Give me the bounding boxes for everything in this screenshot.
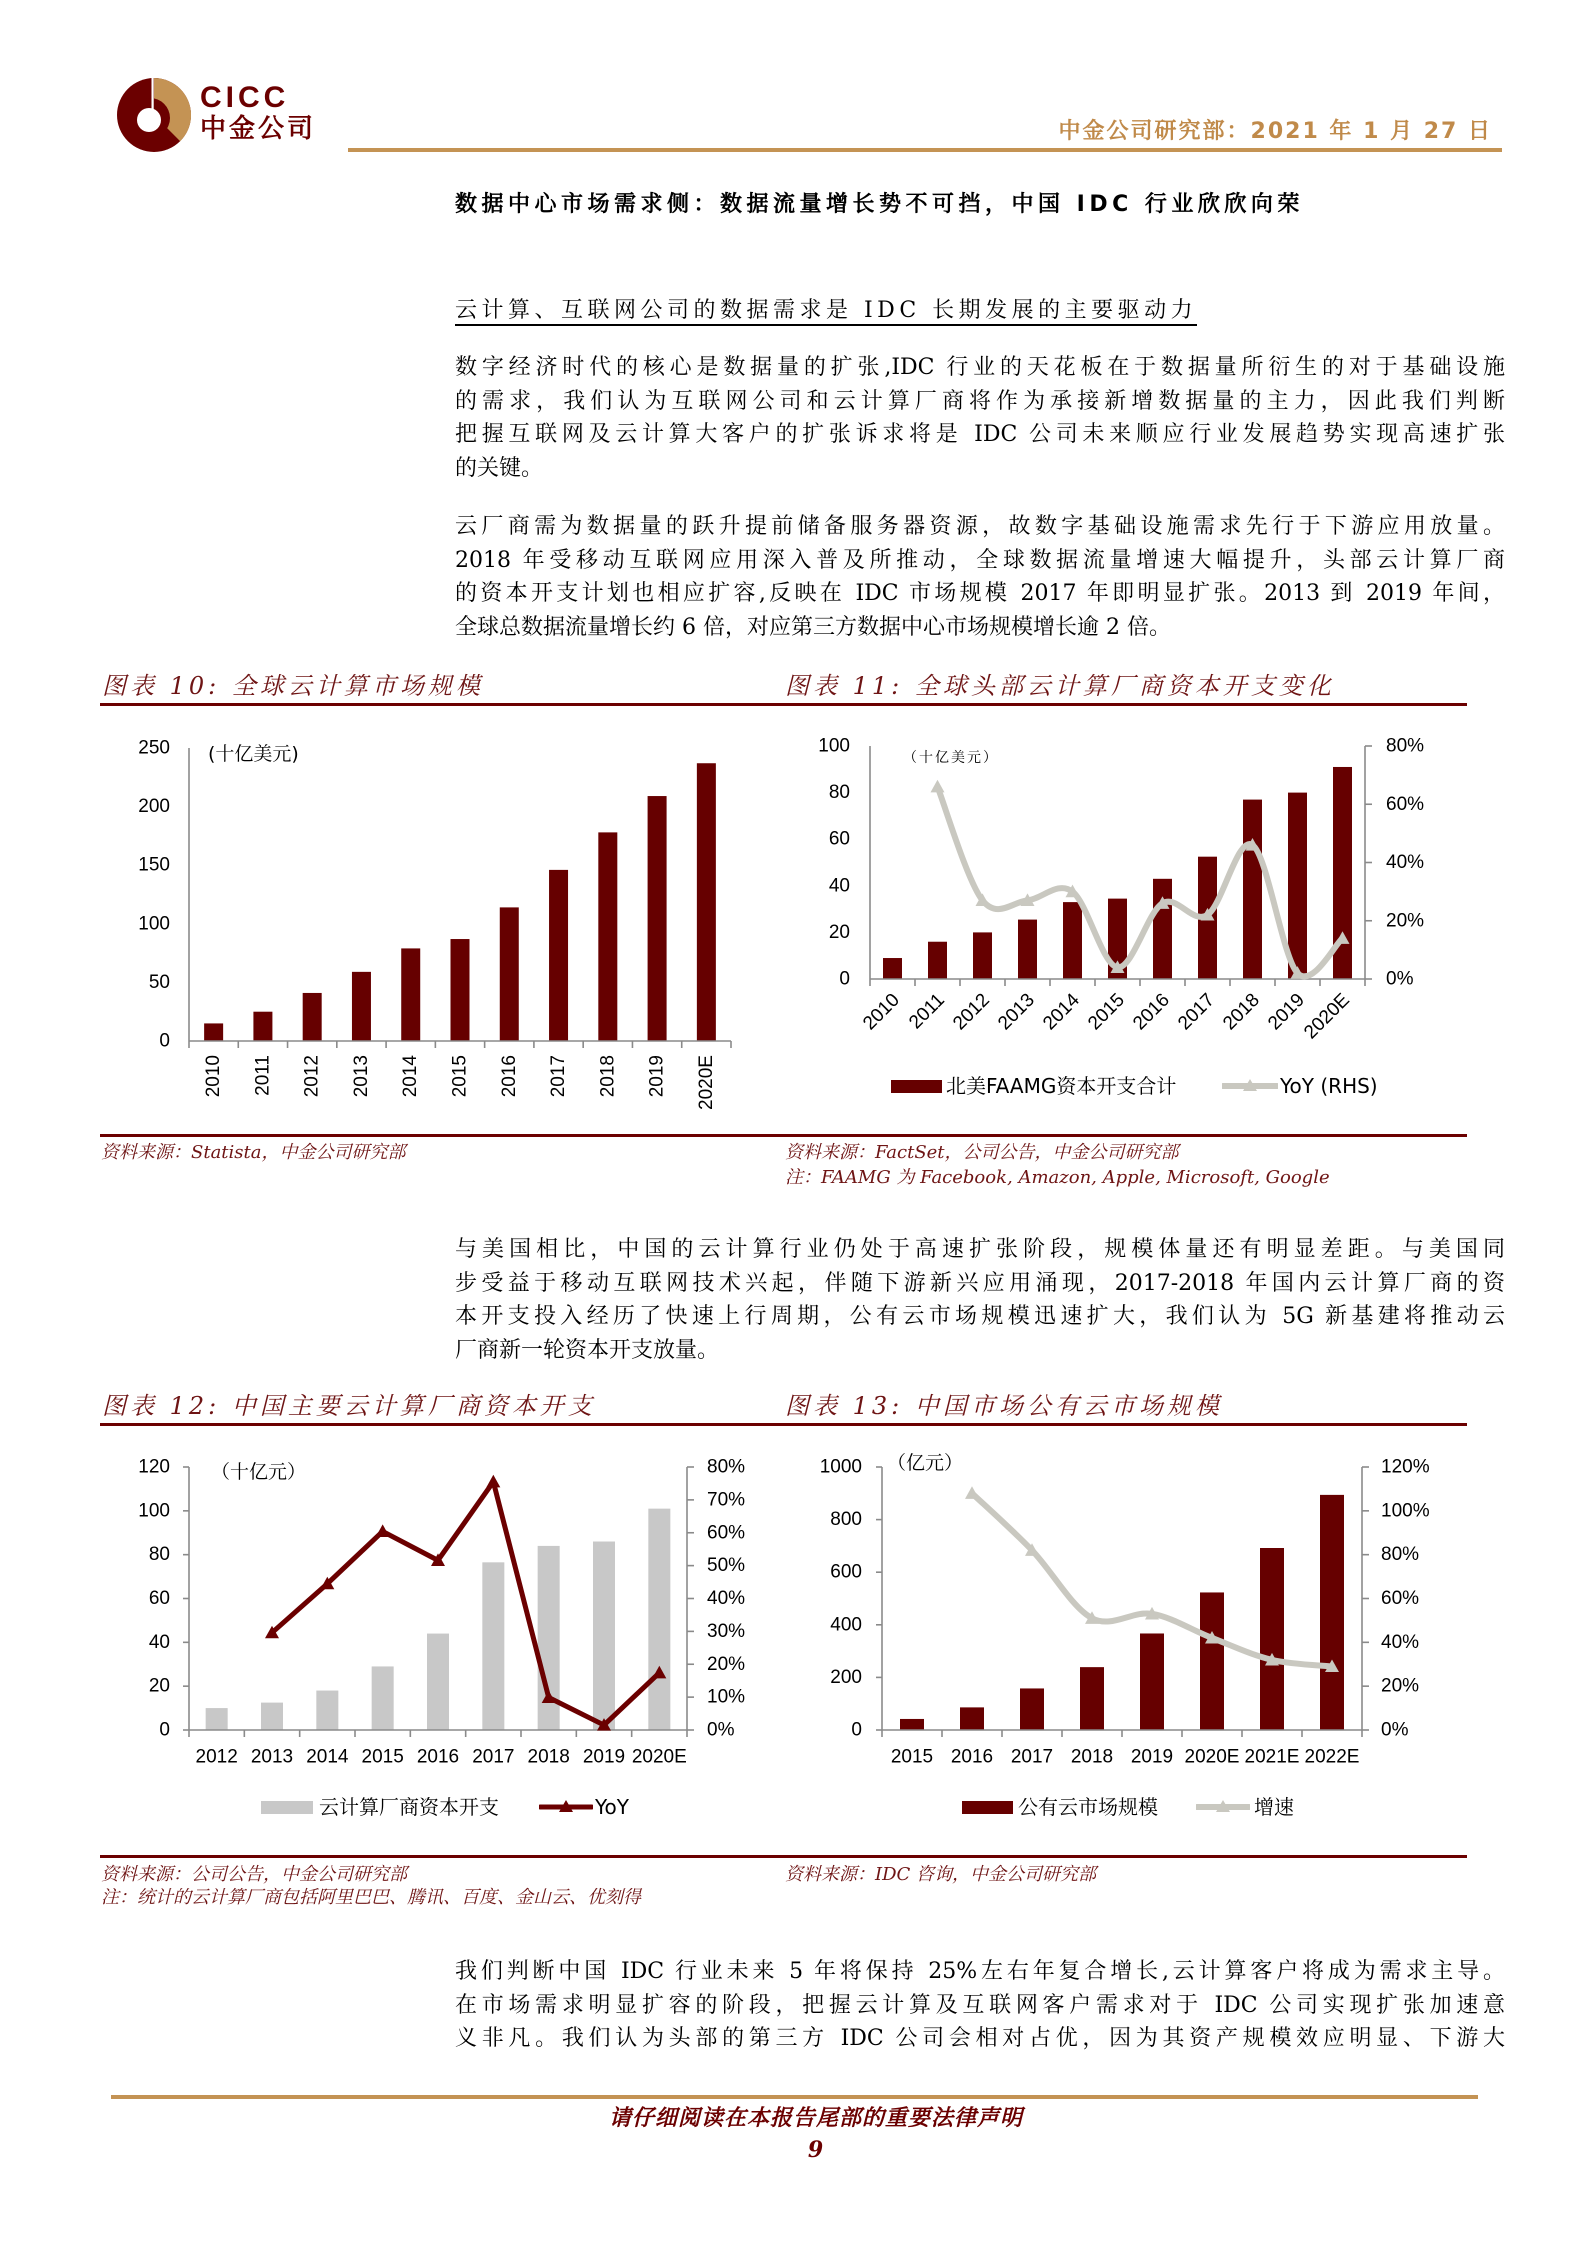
- x-tick-label: 2013: [250, 1746, 294, 1768]
- chart-11-unit-label: （十亿美元）: [903, 750, 999, 766]
- footer-disclaimer: 请仔细阅读在本报告尾部的重要法律声明: [608, 2105, 1023, 2131]
- text-line: 把握互联网及云计算大客户的扩张诉求将是 IDC 公司未来顺应行业发展趋势实现高速扩张: [455, 422, 1505, 447]
- y-tick-label: 80: [828, 782, 850, 804]
- bar: [900, 1719, 924, 1730]
- page-number: 9: [807, 2137, 825, 2163]
- x-tick-label: 2020E: [1184, 1746, 1240, 1768]
- bar: [1288, 793, 1307, 979]
- bar: [883, 958, 902, 979]
- y-tick-label: 20: [148, 1675, 170, 1697]
- x-tick-label: 2015: [1084, 989, 1129, 1035]
- bar: [482, 1562, 504, 1730]
- bar: [598, 832, 617, 1041]
- y-tick-label: 100: [138, 913, 170, 935]
- y-tick-label: 0: [851, 1719, 862, 1741]
- triangle-marker: [376, 1524, 390, 1537]
- y2-tick-label: 30%: [707, 1620, 746, 1642]
- text-line: 义非凡。我们认为头部的第三方 IDC 公司会相对占优，因为其资产规模效应明显、下游大: [455, 2026, 1505, 2051]
- chart-11-source: 资料来源：FactSet，公司公告，中金公司研究部: [785, 1142, 1179, 1163]
- bar: [648, 1509, 670, 1730]
- x-tick-label: 2022E: [1304, 1746, 1360, 1768]
- x-tick-label: 2020E: [631, 1746, 687, 1768]
- text-line: 数字经济时代的核心是数据量的扩张,IDC 行业的天花板在于数据量所衍生的对于基础设施: [455, 355, 1505, 380]
- y2-tick-label: 40%: [1386, 852, 1425, 873]
- y2-tick-label: 20%: [1386, 910, 1425, 932]
- x-tick-label: 2012: [949, 989, 994, 1035]
- x-tick-label: 2019: [1130, 1746, 1174, 1768]
- line-series: [938, 787, 1343, 977]
- y2-tick-label: 10%: [707, 1686, 746, 1708]
- x-tick-label: 2016: [498, 1055, 520, 1098]
- bar: [253, 1012, 272, 1041]
- chart-12-title: 图表 12: 中国主要云计算厂商资本开支: [102, 1392, 596, 1420]
- y-tick-label: 0: [159, 1719, 170, 1741]
- x-tick-label: 2012: [301, 1055, 323, 1098]
- text-line: 云厂商需为数据量的跃升提前储备服务器资源，故数字基础设施需求先行于下游应用放量。: [455, 514, 1505, 539]
- bar: [1020, 1688, 1044, 1730]
- y-tick-label: 120: [138, 1456, 170, 1478]
- x-tick-label: 2017: [1174, 989, 1219, 1035]
- x-tick-label: 2012: [195, 1746, 238, 1768]
- bar: [500, 907, 519, 1041]
- x-tick-label: 2020E: [1300, 989, 1354, 1044]
- y-tick-label: 20: [828, 921, 850, 943]
- y-tick-label: 60: [828, 828, 850, 850]
- chart-13-plot: [820, 1457, 1430, 1768]
- legend-label-market-size: 公有云市场规模: [1018, 1795, 1158, 1819]
- y-tick-label: 80: [148, 1544, 170, 1566]
- chart-13-source: 资料来源：IDC 咨询，中金公司研究部: [785, 1864, 1097, 1885]
- x-tick-label: 2018: [527, 1746, 570, 1768]
- chart-11-note: 注：FAAMG 为 Facebook, Amazon, Apple, Microsoft, Google: [785, 1167, 1330, 1188]
- y2-tick-label: 40%: [1381, 1631, 1420, 1653]
- y2-tick-label: 0%: [707, 1719, 735, 1741]
- chart-11-plot: [818, 736, 1424, 1044]
- bar: [303, 993, 322, 1041]
- triangle-marker: [965, 1486, 979, 1499]
- x-tick-label: 2017: [548, 1055, 570, 1098]
- x-tick-label: 2018: [1219, 989, 1264, 1035]
- x-tick-label: 2019: [646, 1055, 668, 1098]
- y2-tick-label: 60%: [1381, 1588, 1420, 1609]
- x-tick-label: 2013: [994, 989, 1039, 1035]
- y-tick-label: 100: [818, 735, 850, 757]
- x-tick-label: 2014: [1039, 989, 1084, 1035]
- y2-tick-label: 20%: [1381, 1675, 1420, 1697]
- chart-12-note: 注：统计的云计算厂商包括阿里巴巴、腾讯、百度、金山云、优刻得: [101, 1887, 641, 1908]
- text-line: 的关键。: [455, 455, 544, 481]
- bar: [1018, 920, 1037, 979]
- x-tick-label: 2016: [950, 1746, 994, 1768]
- y2-tick-label: 100%: [1381, 1500, 1430, 1522]
- x-tick-label: 2011: [252, 1055, 274, 1096]
- x-tick-label: 2021E: [1244, 1746, 1300, 1768]
- chart-13-unit-label: （亿元）: [887, 1452, 964, 1474]
- bar: [960, 1707, 984, 1730]
- text-line: 我们判断中国 IDC 行业未来 5 年将保持 25%左右年复合增长,云计算客户将成为需求主导。: [455, 1959, 1505, 1984]
- x-tick-label: 2015: [449, 1055, 471, 1098]
- bar: [1153, 879, 1172, 979]
- bar: [1200, 1592, 1224, 1730]
- bar: [451, 939, 470, 1041]
- y-tick-label: 150: [138, 854, 170, 876]
- x-tick-label: 2015: [890, 1746, 934, 1768]
- x-tick-label: 2010: [203, 1055, 225, 1098]
- bar: [1063, 902, 1082, 979]
- logo-text-zh: 中金公司: [200, 114, 317, 144]
- x-tick-label: 2018: [1070, 1746, 1114, 1768]
- text-line: 本开支投入经历了快速上行周期，公有云市场规模迅速扩大，我们认为 5G 新基建将推动云: [455, 1304, 1505, 1329]
- header-dept-date: 中金公司研究部：2021 年 1 月 27 日: [1058, 119, 1492, 144]
- section-title: 数据中心市场需求侧：数据流量增长势不可挡，中国 IDC 行业欣欣向荣: [455, 192, 1304, 217]
- text-line: 的需求，我们认为互联网公司和云计算厂商将作为承接新增数据量的主力，因此我们判断: [455, 388, 1505, 414]
- y-tick-label: 250: [138, 737, 170, 759]
- bar: [1243, 800, 1262, 979]
- bar: [427, 1634, 449, 1730]
- x-tick-label: 2020E: [695, 1055, 717, 1110]
- legend-label-yoy: YoY: [595, 1795, 630, 1819]
- triangle-marker: [931, 780, 945, 793]
- y2-tick-label: 20%: [707, 1653, 746, 1675]
- x-tick-label: 2018: [597, 1055, 619, 1098]
- y2-tick-label: 80%: [1381, 1544, 1420, 1566]
- y2-tick-label: 120%: [1381, 1456, 1430, 1478]
- bar: [593, 1542, 615, 1730]
- bar: [648, 796, 667, 1041]
- y-tick-label: 60: [148, 1588, 170, 1609]
- bar: [206, 1708, 228, 1730]
- x-tick-label: 2017: [1010, 1746, 1054, 1768]
- subheading: 云计算、互联网公司的数据需求是 IDC 长期发展的主要驱动力: [455, 298, 1197, 326]
- y-tick-label: 0: [159, 1030, 170, 1052]
- y2-tick-label: 80%: [1386, 735, 1425, 757]
- bar: [1320, 1495, 1344, 1730]
- legend-label-yoy: YoY (RHS): [1280, 1074, 1378, 1098]
- chart-12-unit-label: （十亿元）: [211, 1461, 307, 1483]
- y-tick-label: 600: [830, 1561, 862, 1583]
- y2-tick-label: 40%: [707, 1588, 746, 1609]
- x-tick-label: 2019: [1264, 989, 1309, 1035]
- legend-label-capex: 北美FAAMG资本开支合计: [946, 1074, 1177, 1098]
- chart-10-plot: [138, 738, 731, 1110]
- text-line: 与美国相比，中国的云计算行业仍处于高速扩张阶段，规模体量还有明显差距。与美国同: [455, 1237, 1505, 1262]
- y-tick-label: 40: [828, 875, 850, 897]
- y2-tick-label: 80%: [707, 1456, 746, 1478]
- bar: [316, 1691, 338, 1730]
- text-line: 2018 年受移动互联网应用深入普及所推动，全球数据流量增速大幅提升，头部云计算厂商: [455, 547, 1505, 573]
- y2-tick-label: 60%: [707, 1522, 746, 1544]
- legend-label-capex: 云计算厂商资本开支: [319, 1795, 499, 1819]
- y2-tick-label: 0%: [1381, 1719, 1409, 1741]
- x-tick-label: 2016: [416, 1746, 460, 1768]
- y2-tick-label: 70%: [707, 1489, 746, 1511]
- chart-12-source: 资料来源：公司公告，中金公司研究部: [101, 1864, 407, 1885]
- x-tick-label: 2011: [905, 989, 949, 1034]
- x-tick-label: 2013: [350, 1055, 372, 1098]
- y2-tick-label: 60%: [1386, 793, 1425, 815]
- y-tick-label: 400: [830, 1614, 862, 1636]
- logo-text-en: CICC: [200, 81, 290, 114]
- x-tick-label: 2015: [361, 1746, 404, 1768]
- chart-10-title: 图表 10: 全球云计算市场规模: [102, 672, 484, 700]
- bar: [1080, 1667, 1104, 1730]
- y-tick-label: 800: [830, 1509, 862, 1531]
- text-line: 厂商新一轮资本开支放量。: [455, 1337, 720, 1363]
- bar: [261, 1703, 283, 1730]
- chart-12-plot: [138, 1457, 745, 1768]
- bar: [372, 1666, 394, 1730]
- triangle-marker: [486, 1475, 500, 1488]
- legend-label-growth: 增速: [1254, 1795, 1294, 1819]
- x-tick-label: 2014: [400, 1055, 422, 1098]
- text-line: 在市场需求明显扩容的阶段，把握云计算及互联网客户需求对于 IDC 公司实现扩张加速意: [455, 1992, 1505, 2018]
- chart-10-source: 资料来源：Statista，中金公司研究部: [101, 1142, 406, 1163]
- y-tick-label: 1000: [819, 1456, 862, 1478]
- chart-13-title: 图表 13: 中国市场公有云市场规模: [785, 1392, 1223, 1420]
- bar: [352, 972, 371, 1041]
- bar: [973, 932, 992, 979]
- text-line: 全球总数据流量增长约 6 倍，对应第三方数据中心市场规模增长逾 2 倍。: [455, 614, 1171, 640]
- bar: [549, 870, 568, 1041]
- x-tick-label: 2010: [859, 989, 904, 1035]
- text-line: 的资本开支计划也相应扩容,反映在 IDC 市场规模 2017 年即明显扩张。2013 到 2019 年间，: [455, 581, 1505, 606]
- x-tick-label: 2016: [1129, 989, 1174, 1035]
- chart-10-unit-label: (十亿美元): [208, 743, 299, 765]
- bar: [1260, 1548, 1284, 1730]
- bar: [204, 1023, 223, 1041]
- bar: [697, 763, 716, 1041]
- chart-11-title: 图表 11: 全球头部云计算厂商资本开支变化: [785, 672, 1335, 700]
- y-tick-label: 40: [148, 1631, 170, 1653]
- y-tick-label: 100: [138, 1500, 170, 1522]
- x-tick-label: 2019: [582, 1746, 626, 1768]
- text-line: 步受益于移动互联网技术兴起，伴随下游新兴应用涌现，2017-2018 年国内云计算厂商的资: [455, 1270, 1505, 1296]
- y2-tick-label: 50%: [707, 1555, 746, 1577]
- x-tick-label: 2017: [472, 1746, 515, 1768]
- y-tick-label: 200: [138, 796, 170, 818]
- bar: [1140, 1633, 1164, 1730]
- y-tick-label: 50: [148, 971, 170, 993]
- bar: [401, 948, 420, 1041]
- y-tick-label: 0: [839, 968, 850, 990]
- y-tick-label: 200: [830, 1666, 862, 1688]
- bar: [928, 942, 947, 979]
- y2-tick-label: 0%: [1386, 968, 1414, 990]
- x-tick-label: 2014: [306, 1746, 349, 1768]
